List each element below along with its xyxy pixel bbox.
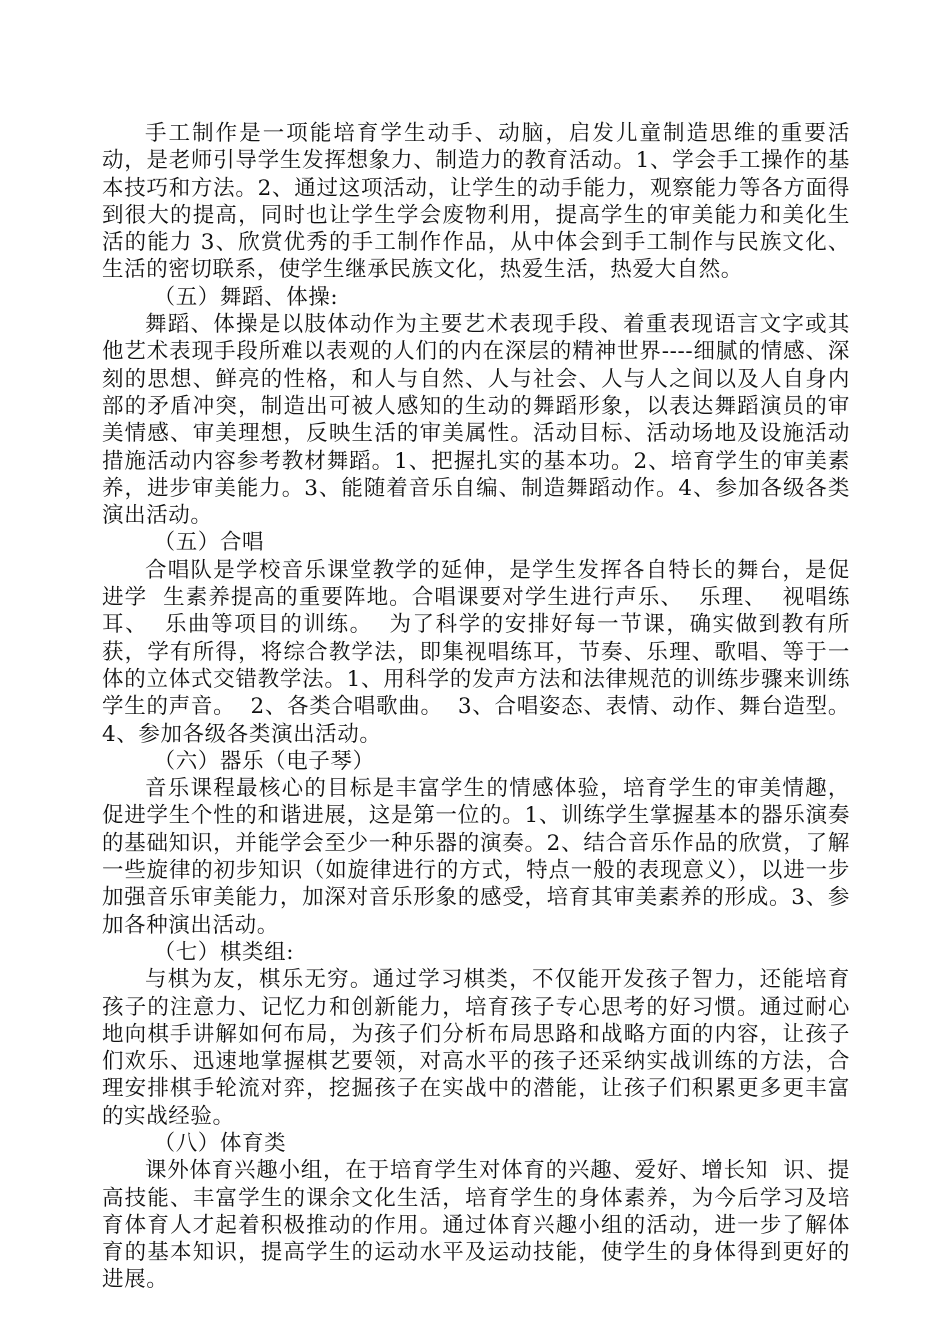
paragraph-choir: 合唱队是学校音乐课堂教学的延伸，是学生发挥各自特长的舞台，是促进学 生素养提高的重要阵地。合唱课要对学生进行声乐、 乐理、 视唱练耳、 乐曲等项目的训练。 为了科学的安排好每一节课，确实做到教有所获，学有所得，将综合教学法，即集视唱练耳，节奏、乐理、歌唱、等于一体的立体式交错教学法。1、用科学的发声方法和法律规范的训练步骤来训练学生的声音。 2、各类合唱歌曲。 3、合唱姿态、表情、动作、舞台造型。4、参加各级各类演出活动。 bbox=[102, 557, 850, 747]
section-heading-choir: （五）合唱 bbox=[153, 530, 265, 556]
paragraph-handcraft: 手工制作是一项能培育学生动手、动脑，启发儿童制造思维的重要活动，是老师引导学生发挥想象力、制造力的教育活动。1、学会手工操作的基本技巧和方法。2、通过这项活动，让学生的动手能力，观察能力等各方面得到很大的提高，同时也让学生学会废物利用，提高学生的审美能力和美化生活的能力 3、欣赏优秀的手工制作作品，从中体会到手工制作与民族文化、生活的密切联系，使学生继承民族文化，热爱生活，热爱大自然。 bbox=[102, 121, 850, 283]
section-heading-instrument: （六）器乐（电子琴） bbox=[153, 748, 375, 774]
section-heading-sports: （八）体育类 bbox=[153, 1130, 287, 1156]
paragraph-instrument: 音乐课程最核心的目标是丰富学生的情感体验，培育学生的审美情趣，促进学生个性的和谐进展，这是第一位的。1、训练学生掌握基本的器乐演奏的基础知识，并能学会至少一种乐器的演奏。2、结合音乐作品的欣赏，了解一些旋律的初步知识（如旋律进行的方式，特点一般的表现意义），以进一步加强音乐审美能力，加深对音乐形象的感受，培育其审美素养的形成。3、参加各种演出活动。 bbox=[102, 776, 850, 938]
paragraph-sports: 课外体育兴趣小组，在于培育学生对体育的兴趣、爱好、增长知 识、提高技能、丰富学生的课余文化生活，培育学生的身体素养，为今后学习及培育体育人才起着积极推动的作用。通过体育兴趣小组的活动，进一步了解体育的基本知识，提高学生的运动水平及运动技能，使学生的身体得到更好的进展。 bbox=[102, 1158, 850, 1293]
paragraph-chess: 与棋为友，棋乐无穷。通过学习棋类，不仅能开发孩子智力，还能培育孩子的注意力、记忆力和创新能力，培育孩子专心思考的好习惯。通过耐心地向棋手讲解如何布局，为孩子们分析布局思路和战略方面的内容，让孩子们欢乐、迅速地掌握棋艺要领，对高水平的孩子还采纳实战训练的方法，合理安排棋手轮流对弈，挖掘孩子在实战中的潜能，让孩子们积累更多更丰富的实战经验。 bbox=[102, 967, 850, 1129]
paragraph-dance: 舞蹈、体操是以肢体动作为主要艺术表现手段、着重表现语言文字或其他艺术表现手段所难以表观的人们的内在深层的精神世界----细腻的情感、深刻的思想、鲜亮的性格，和人与自然、人与社会、人与人之间以及人自身内部的矛盾冲突，制造出可被人感知的生动的舞蹈形象，以表达舞蹈演员的审美情感、审美理想，反映生活的审美属性。活动目标、活动场地及设施活动措施活动内容参考教材舞蹈。1、把握扎实的基本功。2、培育学生的审美素养，进步审美能力。3、能随着音乐自编、制造舞蹈动作。4、参加各级各类演出活动。 bbox=[102, 312, 850, 529]
section-heading-dance: （五）舞蹈、体操: bbox=[153, 284, 339, 310]
section-heading-chess: （七）棋类组: bbox=[153, 939, 295, 965]
